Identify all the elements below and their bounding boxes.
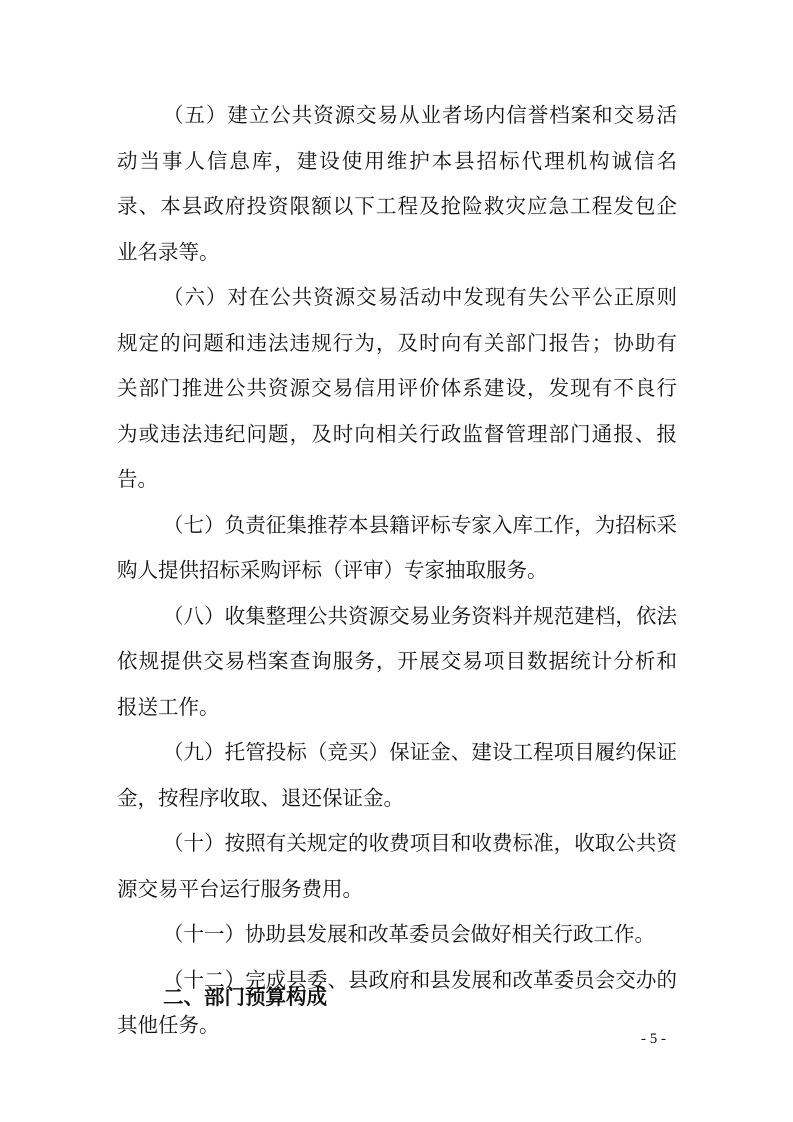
- paragraph-7-line-1: （七）负责征集推荐本县籍评标专家入库工作，为招标采: [163, 512, 677, 537]
- paragraph-7-line-2: 购人提供招标采购评标（评审）专家抽取服务。: [117, 558, 548, 582]
- paragraph-8-line-3: 报送工作。: [117, 694, 220, 719]
- paragraph-6-line-2: 规定的问题和违法违规行为，及时向有关部门报告；协助有: [117, 330, 677, 355]
- paragraph-5-line-2: 动当事人信息库，建设使用维护本县招标代理机构诚信名: [117, 148, 677, 173]
- paragraph-6-line-3: 关部门推进公共资源交易信用评价体系建设，发现有不良行: [117, 376, 677, 400]
- paragraph-12-line-2: 其他任务。: [117, 1013, 220, 1037]
- paragraph-8-line-2: 依规提供交易档案查询服务，开展交易项目数据统计分析和: [117, 649, 677, 673]
- paragraph-5-line-1: （五）建立公共资源交易从业者场内信誉档案和交易活: [163, 103, 677, 127]
- paragraph-12-line-1: （十二）完成县委、县政府和县发展和改革委员会交办的: [163, 967, 677, 992]
- paragraph-5-line-3: 录、本县政府投资限额以下工程及抢险救灾应急工程发包企: [117, 194, 677, 218]
- paragraph-11-line-1: （十一）协助县发展和改革委员会做好相关行政工作。: [163, 922, 655, 946]
- paragraph-6-line-5: 告。: [117, 467, 158, 491]
- section-heading: 二、部门预算构成: [163, 985, 327, 1009]
- paragraph-6-line-4: 为或违法违纪问题，及时向相关行政监督管理部门通报、报: [117, 421, 677, 446]
- paragraph-9-line-1: （九）托管投标（竞买）保证金、建设工程项目履约保证: [163, 740, 677, 764]
- paragraph-10-line-1: （十）按照有关规定的收费项目和收费标准，收取公共资: [163, 831, 677, 855]
- paragraph-6-line-1: （六）对在公共资源交易活动中发现有失公平公正原则: [163, 285, 677, 309]
- page-number: - 5 -: [641, 1031, 666, 1047]
- paragraph-9-line-2: 金，按程序收取、退还保证金。: [117, 785, 404, 810]
- paragraph-5-line-4: 业名录等。: [117, 239, 220, 264]
- paragraph-10-line-2: 源交易平台运行服务费用。: [117, 876, 363, 901]
- paragraph-8-line-1: （八）收集整理公共资源交易业务资料并规范建档，依法: [163, 603, 677, 628]
